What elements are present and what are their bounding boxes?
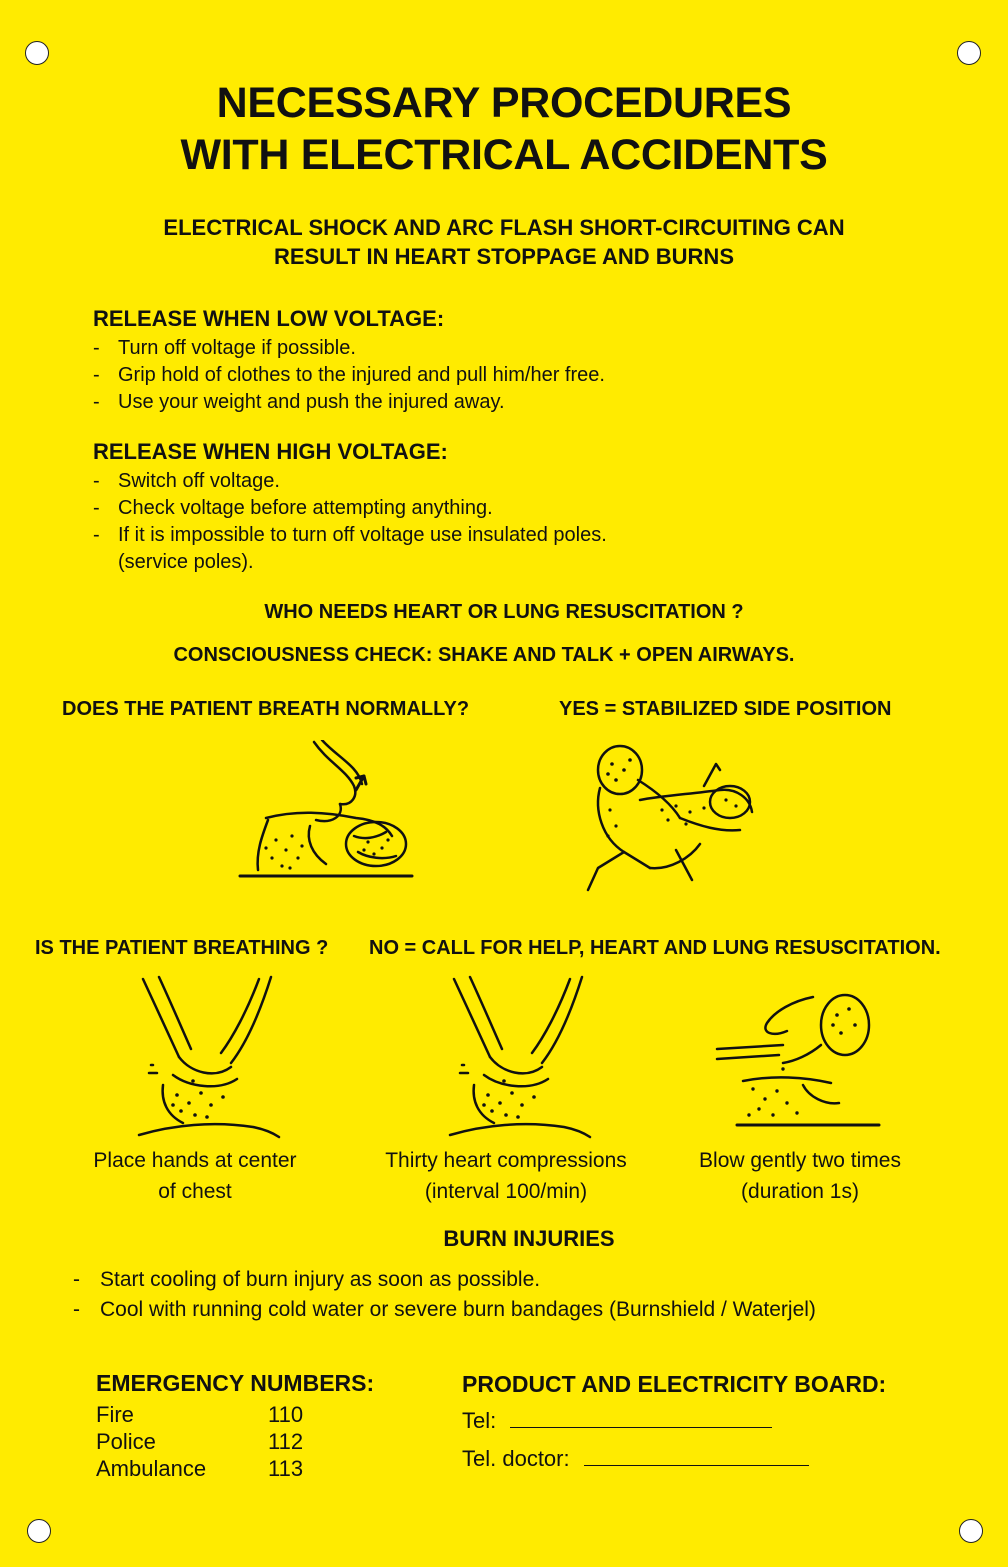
cpr-step-2-caption [356,1145,656,1207]
emergency-row [96,1455,426,1482]
breathing-no-answer: NO = CALL FOR HELP, HEART AND LUNG RESUSCITATION. [369,937,941,959]
caption-line: Place hands at center [93,1149,297,1172]
mounting-hole-bottom-left [27,1519,51,1543]
list-item: - Check voltage before attempting anything. [93,495,893,522]
caption-line: Thirty heart compressions [385,1149,627,1172]
high-voltage-list [93,468,893,576]
list-item-continuation [93,549,893,576]
list-item: - Switch off voltage. [93,468,893,495]
burn-list [73,1265,973,1325]
emergency-label: Police [96,1429,156,1454]
list-item: - If it is impossible to turn off voltage use insulated poles. [93,522,893,549]
emergency-row [96,1401,426,1428]
list-item: - Start cooling of burn injury as soon as possible. [73,1265,973,1295]
sign-title [0,77,1008,181]
cpr-step-3-caption [665,1145,935,1207]
doctor-row [462,1446,962,1472]
caption-line: Blow gently two times [699,1149,901,1172]
emergency-heading: EMERGENCY NUMBERS: [96,1370,375,1396]
breath-yes-answer: YES = STABILIZED SIDE POSITION [559,698,892,720]
list-item: - Use your weight and push the injured away. [93,389,893,416]
caption-line: of chest [158,1180,232,1203]
title-line-2: WITH ELECTRICAL ACCIDENTS [180,131,828,179]
consciousness-check: CONSCIOUSNESS CHECK: SHAKE AND TALK + OPEN AIRWAYS. [173,644,795,666]
low-voltage-list [93,335,893,416]
open-airway-illustration [236,740,416,880]
emergency-number: 112 [268,1429,304,1454]
emergency-row [96,1428,426,1455]
title-line-1: NECESSARY PROCEDURES [216,79,792,127]
recovery-position-illustration [580,740,760,895]
mounting-hole-bottom-right [959,1519,983,1543]
doctor-label: Tel. doctor: [462,1446,570,1471]
low-voltage-heading: RELEASE WHEN LOW VOLTAGE: [93,306,445,331]
mounting-hole-top-right [957,41,981,65]
sign-subtitle [0,213,1008,271]
high-voltage-heading: RELEASE WHEN HIGH VOLTAGE: [93,439,448,464]
subtitle-line-2: RESULT IN HEART STOPPAGE AND BURNS [274,244,734,269]
list-item-continuation-text: (service poles). [118,551,254,573]
tel-blank [510,1426,772,1428]
emergency-label: Fire [96,1402,134,1427]
cpr-step-1-caption [60,1145,330,1207]
high-voltage-section [93,439,893,576]
low-voltage-section [93,306,893,416]
chest-compression-illustration [444,975,594,1140]
caption-line: (duration 1s) [741,1180,859,1203]
rescue-breath-illustration [713,985,883,1130]
mounting-hole-top-left [25,41,49,65]
board-heading: PRODUCT AND ELECTRICITY BOARD: [462,1371,887,1397]
hand-placement-illustration [133,975,283,1140]
resuscitation-question: WHO NEEDS HEART OR LUNG RESUSCITATION ? [264,601,744,623]
list-item: - Cool with running cold water or severe burn bandages (Burnshield / Waterjel) [73,1295,973,1325]
tel-row [462,1408,962,1434]
breathing-question: IS THE PATIENT BREATHING ? [35,937,329,959]
emergency-numbers [96,1370,426,1482]
caption-line: (interval 100/min) [424,1180,588,1203]
list-item: - Turn off voltage if possible. [93,335,893,362]
emergency-number: 110 [268,1402,304,1427]
doctor-blank [584,1464,809,1466]
list-item: - Grip hold of clothes to the injured and pull him/her free. [93,362,893,389]
burn-heading: BURN INJURIES [443,1226,615,1251]
emergency-number: 113 [268,1456,304,1481]
subtitle-line-1: ELECTRICAL SHOCK AND ARC FLASH SHORT-CIRCUITING CAN [163,215,845,240]
tel-label: Tel: [462,1408,497,1433]
emergency-label: Ambulance [96,1456,207,1481]
electricity-board [462,1371,962,1472]
breath-question: DOES THE PATIENT BREATH NORMALLY? [62,698,470,720]
